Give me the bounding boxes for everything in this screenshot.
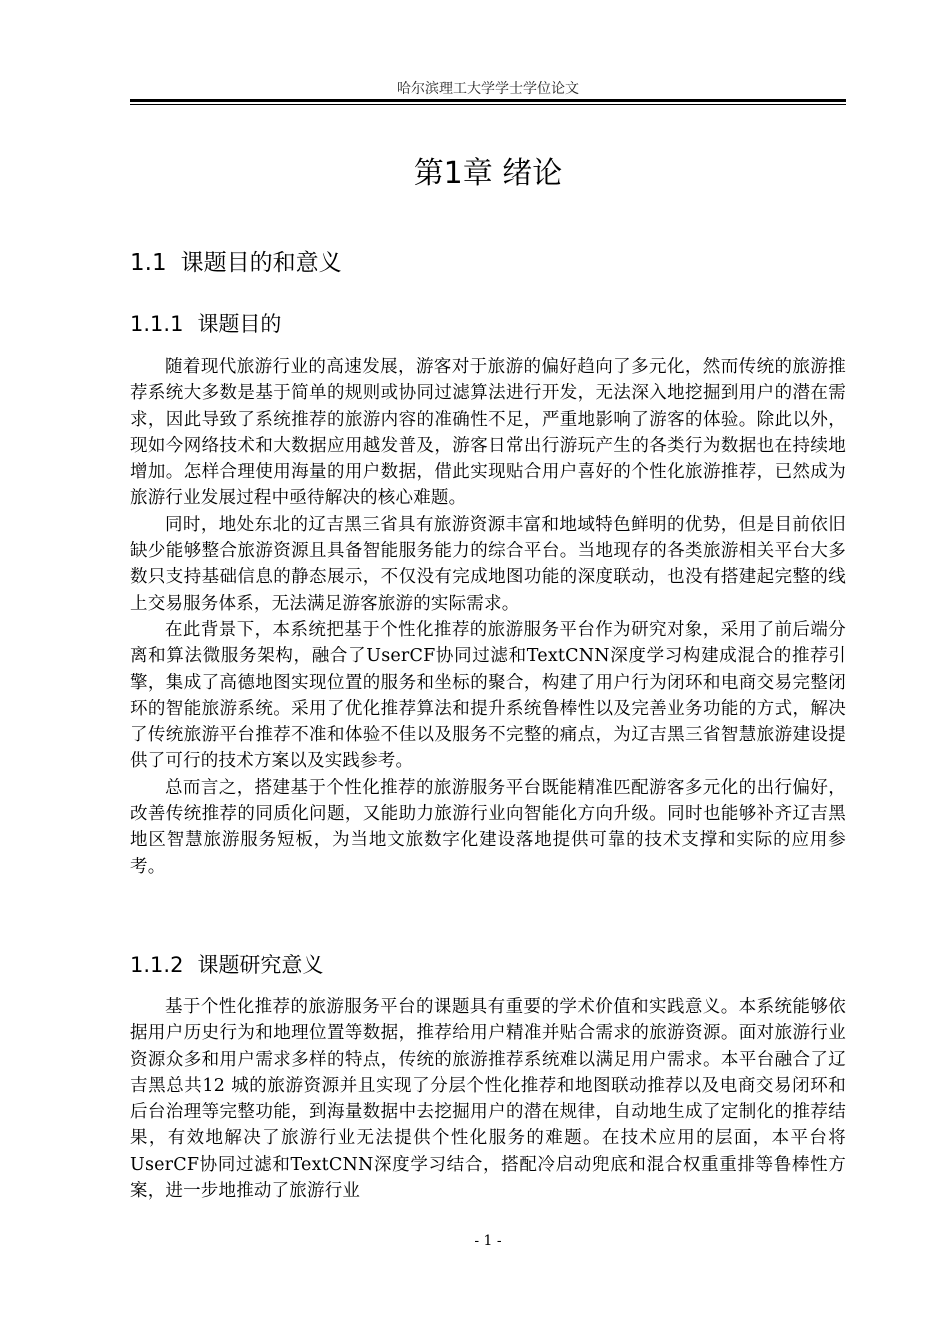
paragraph: 总而言之，搭建基于个性化推荐的旅游服务平台既能精准匹配游客多元化的出行偏好，改善传统推荐的同质化问题，又能助力旅游行业向智能化方向升级。同时也能够补齐辽吉黑地区智慧旅游服务短板，为当地文旅数字化建设落地提供可靠的技术支撑和实际的应用参考。 [130,777,846,877]
section-heading-1-1 [130,246,342,280]
paragraph: 同时，地处东北的辽吉黑三省具有旅游资源丰富和地域特色鲜明的优势，但是目前依旧缺少能够整合旅游资源且具备智能服务能力的综合平台。当地现存的各类旅游相关平台大多数只支持基础信息的静态展示，不仅没有完成地图功能的深度联动，也没有搭建起完整的线上交易服务体系，无法满足游客旅游的实际需求。 [130,514,846,614]
section-title: 课题目的和意义 [180,250,342,276]
subsection-number: 1.1.1 [130,312,184,336]
subsection-title: 课题研究意义 [197,953,324,977]
chapter-title: 第1章 绪论 [413,156,563,191]
page-number: - 1 - [474,1233,502,1249]
subsection-heading-1-1-2 [130,950,323,980]
subsection-title: 课题目的 [197,312,282,336]
header-rule-thick [130,99,846,102]
paragraph: 在此背景下，本系统把基于个性化推荐的旅游服务平台作为研究对象，采用了前后端分离和算法微服务架构，融合了UserCF协同过滤和TextCNN深度学习构建成混合的推荐引擎，集成了高德地图实现位置的服务和坐标的聚合，构建了用户行为闭环和电商交易完整闭环的智能旅游系统。采用了优化推荐算法和提升系统鲁棒性以及完善业务功能的方式，解决了传统旅游平台推荐不准和体验不佳以及服务不完整的痛点，为辽吉黑三省智慧旅游建设提供了可行的技术方案以及实践参考。 [130,619,846,772]
subsection-1-1-1-body [130,354,846,880]
section-number: 1.1 [130,250,167,276]
paragraph: 基于个性化推荐的旅游服务平台的课题具有重要的学术价值和实践意义。本系统能够依据用户历史行为和地理位置等数据，推荐给用户精准并贴合需求的旅游资源。面对旅游行业资源众多和用户需求多样的特点，传统的旅游推荐系统难以满足用户需求。本平台融合了辽吉黑总共12 城的旅游资源并且实现了分层个性化推荐和地图联动推荐以及电商交易闭环和后台治理等完整功能，到海量数据中去挖掘用户的潜在规律，自动地生成了定制化的推荐结果，有效地解决了旅游行业无法提供个性化服务的难题。在技术应用的层面，本平台将UserCF协同过滤和TextCNN深度学习结合，搭配冷启动兜底和混合权重重排等鲁棒性方案，进一步地推动了旅游行业 [130,997,846,1202]
header-rule-thin [130,104,846,105]
subsection-1-1-2-body [130,994,846,1204]
running-header: 哈尔滨理工大学学士学位论文 [397,81,579,97]
subsection-number: 1.1.2 [130,953,184,977]
subsection-heading-1-1-1 [130,309,281,339]
paragraph: 随着现代旅游行业的高速发展，游客对于旅游的偏好趋向了多元化，然而传统的旅游推荐系统大多数是基于简单的规则或协同过滤算法进行开发，无法深入地挖掘到用户的潜在需求，因此导致了系统推荐的旅游内容的准确性不足，严重地影响了游客的体验。除此以外，现如今网络技术和大数据应用越发普及，游客日常出行游玩产生的各类行为数据也在持续地增加。怎样合理使用海量的用户数据，借此实现贴合用户喜好的个性化旅游推荐，已然成为旅游行业发展过程中亟待解决的核心难题。 [130,357,846,509]
